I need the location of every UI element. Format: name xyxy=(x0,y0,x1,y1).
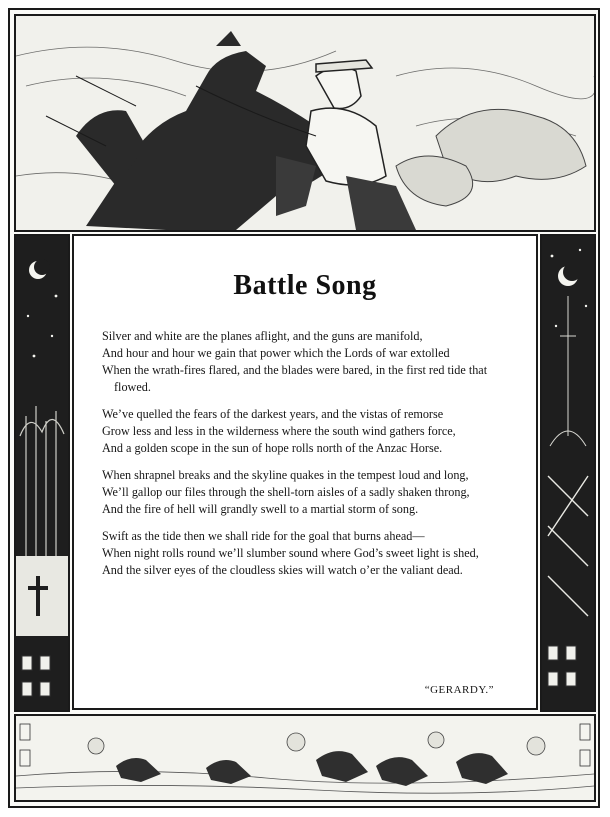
cavalry-soldier-on-horse-illustration xyxy=(16,16,594,230)
stanza-4 xyxy=(102,528,518,579)
poem-line: Grow less and less in the wilderness where the south wind gathers force, xyxy=(102,424,456,438)
stanza-3 xyxy=(102,467,518,518)
poem-line: And the silver eyes of the cloudless skies will watch o’er the valiant dead. xyxy=(102,563,463,577)
night-moon-soldiers-illustration xyxy=(542,236,594,710)
top-illustration xyxy=(14,14,596,232)
stanza-2 xyxy=(102,406,518,457)
poem-line: We’ll gallop our files through the shell-torn aisles of a sadly shaken throng, xyxy=(102,485,470,499)
poem-author: “GERARDY.” xyxy=(424,684,494,696)
galloping-horsemen-illustration xyxy=(16,716,594,800)
poem-panel xyxy=(72,234,538,710)
poem-line: We’ve quelled the fears of the darkest years, and the vistas of remorse xyxy=(102,407,444,421)
poem-line: Silver and white are the planes aflight, and the guns are manifold, xyxy=(102,329,423,343)
left-illustration xyxy=(14,234,70,712)
poem-line: When the wrath-fires flared, and the blades were bared, in the first red tide that flowed. xyxy=(102,363,488,394)
bottom-illustration xyxy=(14,714,596,802)
poem-title: Battle Song xyxy=(233,270,377,301)
poem-line: And hour and hour we gain that power which the Lords of war extolled xyxy=(102,346,450,360)
poem-line: And the fire of hell will grandly swell to a martial storm of song. xyxy=(102,502,419,516)
poem-line: And a golden scope in the sun of hope rolls north of the Anzac Horse. xyxy=(102,441,443,455)
right-illustration xyxy=(540,234,596,712)
poem-line: When shrapnel breaks and the skyline quakes in the tempest loud and long, xyxy=(102,468,469,482)
night-trees-cross-illustration xyxy=(16,236,68,710)
poem-line: Swift as the tide then we shall ride for the goal that burns ahead— xyxy=(102,529,425,543)
stanza-1 xyxy=(102,328,518,396)
poem-body xyxy=(102,328,518,589)
poem-line: When night rolls round we’ll slumber sound where God’s sweet light is shed, xyxy=(102,546,479,560)
